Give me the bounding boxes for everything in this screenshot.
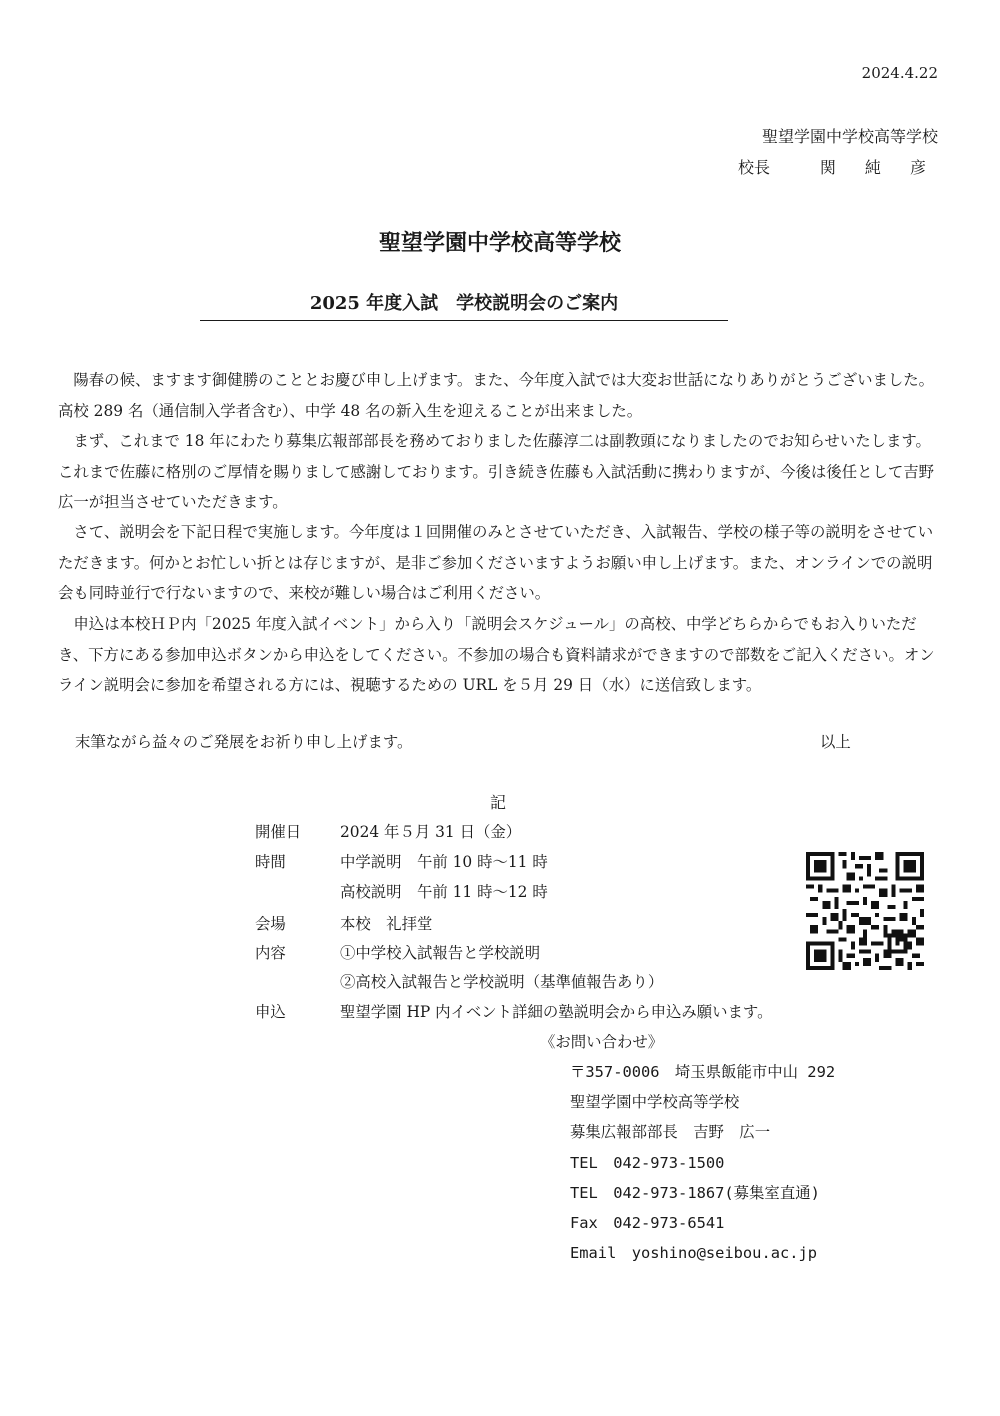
venue-value: 本校 礼拝堂: [340, 915, 433, 933]
contact-tel-office: TEL 042-973-1867(募集室直通): [570, 1184, 820, 1202]
contact-person: 募集広報部部長 吉野 広一: [570, 1123, 771, 1141]
paragraph-staff-change: まず、これまで 18 年にわたり募集広報部部長を務めておりました佐藤淳二は副教頭になりましたのでお知らせいたします。これまで佐藤に格別のご厚情を賜りまして感謝しております。引き続き佐藤も入試活動に携わりますが、今後は後任として吉野広一が担当させていただきます。: [58, 432, 935, 511]
apply-value: 聖望学園 HP 内イベント詳細の塾説明会から申込み願います。: [340, 1003, 773, 1021]
contact-heading: 《お問い合わせ》: [540, 1033, 664, 1051]
venue-label: 会場: [255, 915, 286, 933]
qr-code-icon[interactable]: [806, 852, 924, 970]
contact-fax: Fax 042-973-6541: [570, 1214, 725, 1232]
closing-ijo: 以上: [820, 733, 851, 751]
paragraph-greeting: 陽春の候、ますます御健勝のこととお慶び申し上げます。また、今年度入試では大変お世話になりありがとうございました。高校 289 名（通信制入学者含む）、中学 48 名の新入生を迎えることが出来ました。: [58, 371, 935, 420]
contact-school: 聖望学園中学校高等学校: [570, 1093, 740, 1111]
sender-school: 聖望学園中学校高等学校: [761, 127, 938, 146]
content-label: 内容: [255, 944, 286, 962]
time-value-senior: 高校説明 午前 11 時～12 時: [340, 883, 548, 901]
date-value: 2024 年５月 31 日（金）: [340, 823, 522, 841]
contact-tel-main: TEL 042-973-1500: [570, 1154, 725, 1172]
date-label: 開催日: [255, 823, 302, 841]
paragraph-application: 申込は本校ＨＰ内「2025 年度入試イベント」から入り「説明会スケジュール」の高校、中学どちらからでもお入りいただき、下方にある参加申込ボタンから申込をしてください。不参加の場合も資料請求ができますので部数をご記入ください。オンライン説明会に参加を希望される方には、視聴するための URL を５月 29 日（水）に送信致します。: [58, 615, 935, 694]
apply-label: 申込: [255, 1003, 286, 1021]
content-value-senior: ②高校入試報告と学校説明（基準値報告あり）: [340, 973, 664, 991]
document-subtitle: 2025 年度入試 学校説明会のご案内: [200, 289, 728, 321]
principal-name: 関 純 彦: [819, 158, 938, 177]
paragraph-session-info: さて、説明会を下記日程で実施します。今年度は１回開催のみとさせていただき、入試報告、学校の様子等の説明をさせていただきます。何かとお忙しい折とは存じますが、是非ご参加くださいますようお願い申し上げます。また、オンラインでの説明会も同時並行で行ないますので、来校が難しい場合はご利用ください。: [58, 523, 934, 602]
time-label: 時間: [255, 853, 286, 871]
contact-address: 〒357-0006 埼玉県飯能市中山 292: [570, 1063, 836, 1081]
closing-remark: 末筆ながら益々のご発展をお祈り申し上げます。: [75, 733, 413, 751]
principal-role: 校長: [738, 158, 771, 177]
document-date: 2024.4.22: [861, 64, 938, 82]
content-value-junior: ①中学校入試報告と学校説明: [340, 944, 541, 962]
details-heading: 記: [490, 793, 507, 812]
contact-email: Email yoshino@seibou.ac.jp: [570, 1244, 818, 1262]
document-title: 聖望学園中学校高等学校: [378, 230, 621, 256]
time-value-junior: 中学説明 午前 10 時～11 時: [340, 853, 548, 871]
